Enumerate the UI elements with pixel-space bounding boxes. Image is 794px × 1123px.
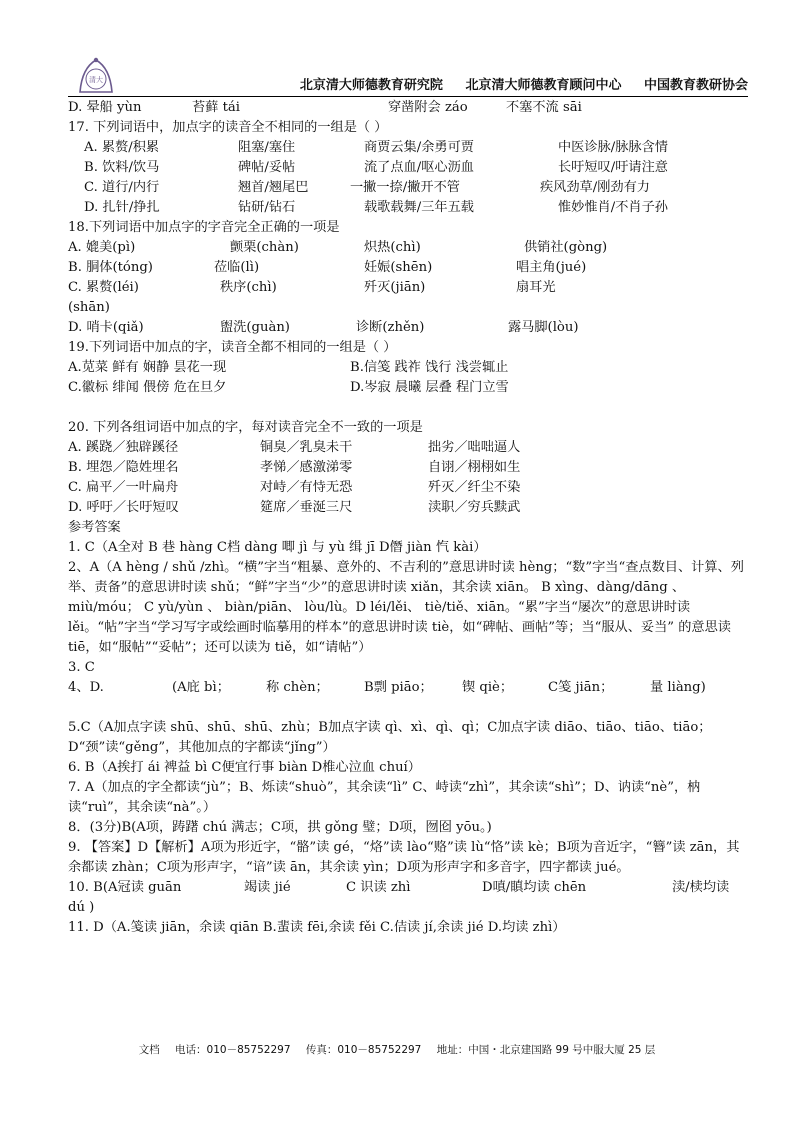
q18-cell: 扇耳光 bbox=[516, 280, 556, 295]
q19-cell: D.岑寂 晨曦 层叠 程门立雪 bbox=[350, 380, 509, 395]
q18-cell: 露马脚(lòu) bbox=[508, 320, 579, 335]
q18-cell: 唱主角(jué) bbox=[516, 260, 587, 275]
q20-cell: A. 蹊跷／独辟蹊径 bbox=[68, 440, 179, 455]
q20-stem: 20. 下列各组词语中加点的字，每对读音完全不一致的一项是 bbox=[68, 420, 423, 435]
footer-label: 文档 bbox=[138, 1044, 160, 1056]
q17-cell: 阻塞/塞住 bbox=[238, 140, 296, 155]
q19-row bbox=[68, 358, 748, 378]
q20-cell: 自诩／栩栩如生 bbox=[428, 460, 521, 475]
a4-cell: B剽 piāo； bbox=[364, 680, 433, 695]
q17-cell: D. 扎针/挣扎 bbox=[84, 200, 160, 215]
q18-cell: 诊断(zhěn) bbox=[356, 320, 425, 335]
q19-cell: C.徽标 绯闻 偎傍 危在旦夕 bbox=[68, 380, 227, 395]
header-orgs bbox=[188, 74, 748, 93]
org-3: 中国教育教研协会 bbox=[643, 78, 748, 93]
q17-row bbox=[68, 198, 748, 218]
q19-cell: B.信笺 践祚 饯行 浅尝辄止 bbox=[350, 360, 509, 375]
a10-cell: 10. B(A冠读 guān bbox=[68, 880, 182, 895]
answer-10-wrap: dú ) bbox=[68, 900, 95, 915]
q17-cell: 流了点血/呕心沥血 bbox=[364, 160, 474, 175]
q18-cell: 妊娠(shēn) bbox=[364, 260, 433, 275]
q16d-c4: 不塞不流 sāi bbox=[506, 100, 582, 115]
q19-stem: 19.下列词语中加点的字，读音全都不相同的一组是（ ） bbox=[68, 340, 397, 355]
q20-cell: 筵席／垂涎三尺 bbox=[260, 500, 353, 515]
q17-cell: B. 饮料/饮马 bbox=[84, 160, 160, 175]
q17-row bbox=[68, 178, 748, 198]
q20-row bbox=[68, 458, 748, 478]
q18-cell: B. 胴体(tóng) bbox=[68, 260, 153, 275]
q20-cell: 铜臭／乳臭未干 bbox=[260, 440, 353, 455]
q17-cell: 长吁短叹/吁请注意 bbox=[558, 160, 668, 175]
q17-cell: 商贾云集/余勇可贾 bbox=[364, 140, 474, 155]
q20-cell: B. 埋怨／隐姓埋名 bbox=[68, 460, 179, 475]
q17-cell: 碑帖/妥帖 bbox=[238, 160, 296, 175]
q17-cell: 中医诊脉/脉脉含情 bbox=[558, 140, 668, 155]
answers-title: 参考答案 bbox=[68, 520, 121, 535]
a4-cell: (A庇 bì； bbox=[172, 680, 230, 695]
answer-9: 9. 【答案】D【解析】A项为形近字，“骼”读 gé，“烙”读 lào“赂”读 lù“恪”读 kè；B项为音近字，“簪”读 zān，其余都读 zhàn；C项为形声字，“谙”读 ān，其余读 yìn；D项为形声字和多音字，四字都读 jué。 bbox=[68, 840, 740, 875]
q17-cell: 一撇一捺/撇开不管 bbox=[350, 180, 460, 195]
q16d-c3: 穿凿附会 záo bbox=[388, 100, 468, 115]
a10-cell: 渎/椟均读 bbox=[672, 880, 730, 895]
q18-cell: C. 累赘(léi) bbox=[68, 280, 139, 295]
q17-cell: 载歌载舞/三年五载 bbox=[364, 200, 474, 215]
org-1: 北京清大师德教育研究院 bbox=[299, 78, 443, 93]
answer-10 bbox=[68, 878, 748, 898]
q18-cell: 莅临(lì) bbox=[214, 260, 260, 275]
q20-row bbox=[68, 478, 748, 498]
q17-cell: 惟妙惟肖/不肖子孙 bbox=[558, 200, 668, 215]
document-body bbox=[68, 98, 748, 938]
logo-text: 清大 bbox=[89, 76, 103, 84]
a4-cell: 4、D. bbox=[68, 680, 104, 695]
q17-cell: A. 累赘/积累 bbox=[84, 140, 160, 155]
q18-row-d bbox=[68, 318, 748, 338]
answer-8: 8．(3分)B(A项，踌躇 chú 满志；C项，拱 gǒng 璧；D项，囫囵 yōu。) bbox=[68, 820, 492, 835]
a10-cell: C 识读 zhì bbox=[346, 880, 411, 895]
footer-fax: 传真：010－85752297 bbox=[305, 1044, 422, 1056]
q16-option-d bbox=[68, 98, 748, 118]
a4-cell: 量 liàng) bbox=[650, 680, 706, 695]
q18-cell: 颤栗(chàn) bbox=[230, 240, 299, 255]
q18-cell: 盥洗(guàn) bbox=[220, 320, 290, 335]
a10-cell: D嗔/瞋均读 chēn bbox=[482, 880, 587, 895]
q18-wrap: (shān) bbox=[68, 300, 110, 315]
q17-cell: C. 道行/内行 bbox=[84, 180, 160, 195]
a10-cell: 竭读 jié bbox=[244, 880, 291, 895]
q20-row bbox=[68, 438, 748, 458]
q16d-c1: D. 晕船 yùn bbox=[68, 100, 142, 115]
q19-cell: A.苋菜 鲜有 娴静 昙花一现 bbox=[68, 360, 227, 375]
a4-cell: C笺 jiān； bbox=[548, 680, 614, 695]
org-2: 北京清大师德教育顾问中心 bbox=[465, 78, 622, 93]
spacer bbox=[68, 698, 748, 718]
q18-cell: 歼灭(jiān) bbox=[364, 280, 426, 295]
q18-row bbox=[68, 258, 748, 278]
q18-cell: 炽热(chì) bbox=[364, 240, 421, 255]
answer-4 bbox=[68, 678, 748, 698]
q20-cell: 对峙／有恃无恐 bbox=[260, 480, 353, 495]
answer-2: 2、A（A hèng / shǔ /zhì。“横”字当“粗暴、意外的、不吉利的”意思讲时读 hèng；“数”字当“查点数目、计算、列举、责备”的意思讲时读 shǔ；“鲜”字当“少”的意思讲时读 xiǎn，其余读 xiān。 B xìng、dàng/dāng 、miù/móu； C yù/yùn 、 biàn/piān、 lòu/lù。D léi/lěi、 tiè/tiě、xiān。“累”字当“屡次”的意思讲时读 lěi。“帖”字当“学习写字或绘画时临摹用的样本”的意思讲时读 tiè，如“碑帖、画帖”等；当“服从、妥当” 的意思读 tiē，如“服帖”“妥帖”；还可以读为 tiě，如“请帖”） bbox=[68, 560, 744, 655]
q18-cell: 供销社(gòng) bbox=[524, 240, 608, 255]
q17-row bbox=[68, 158, 748, 178]
answer-11: 11. D（A.笺读 jiān，余读 qiān B.蜚读 fēi,余读 fěi C.佶读 jí,余读 jié D.均读 zhì） bbox=[68, 920, 566, 935]
answer-5: 5.C（A加点字读 shū、shū、shū、zhù；B加点字读 qì、xì、qì、qì；C加点字读 diāo、tiāo、tiāo、tiāo；D“颈”读“gěng”，其他加点的字都读“jǐng”） bbox=[68, 720, 712, 755]
answer-6: 6. B（A挨打 ái 裨益 bì C便宜行事 biàn D椎心泣血 chuí） bbox=[68, 760, 421, 775]
footer-phone: 电话：010－85752297 bbox=[175, 1044, 291, 1056]
q19-row bbox=[68, 378, 748, 398]
q16d-c2: 苔藓 tái bbox=[192, 100, 240, 115]
answer-1: 1. C（A全对 B 巷 hàng C档 dàng 唧 jì 与 yù 缉 jī D僭 jiàn 忾 kài） bbox=[68, 540, 487, 555]
q17-cell: 翘首/翘尾巴 bbox=[238, 180, 309, 195]
a4-cell: 锲 qiè； bbox=[462, 680, 514, 695]
footer-address: 地址：中国・北京建国路 99 号中服大厦 25 层 bbox=[436, 1044, 656, 1056]
q20-cell: D. 呼吁／长吁短叹 bbox=[68, 500, 179, 515]
q20-cell: 渎职／穷兵黩武 bbox=[428, 500, 521, 515]
page-header bbox=[68, 62, 748, 96]
a4-cell: 称 chèn； bbox=[266, 680, 329, 695]
q20-cell: C. 扁平／一叶扁舟 bbox=[68, 480, 179, 495]
q17-cell: 疾风劲草/刚劲有力 bbox=[540, 180, 650, 195]
q18-stem: 18.下列词语中加点字的字音完全正确的一项是 bbox=[68, 220, 340, 235]
q18-cell: D. 哨卡(qiǎ) bbox=[68, 320, 144, 335]
spacer bbox=[68, 398, 748, 418]
answer-7: 7. A（加点的字全都读“jù”；B、烁读“shuò”，其余读“lì” C、峙读“zhì”，其余读“shì”；D、讷读“nè”，枘读“ruì”，其余读“nà”。） bbox=[68, 780, 701, 815]
q18-cell: 秩序(chì) bbox=[220, 280, 277, 295]
answer-3: 3. C bbox=[68, 660, 95, 675]
q17-cell: 钻研/钻石 bbox=[238, 200, 296, 215]
q20-cell: 拙劣／咄咄逼人 bbox=[428, 440, 521, 455]
q17-stem: 17. 下列词语中，加点字的读音全不相同的一组是（ ） bbox=[68, 120, 388, 135]
q20-row bbox=[68, 498, 748, 518]
page-footer bbox=[0, 1042, 794, 1057]
q20-cell: 歼灭／纤尘不染 bbox=[428, 480, 521, 495]
q20-cell: 孝悌／感激涕零 bbox=[260, 460, 353, 475]
q17-row bbox=[68, 138, 748, 158]
q18-cell: A. 媲美(pì) bbox=[68, 240, 136, 255]
q18-row bbox=[68, 238, 748, 258]
header-rule bbox=[68, 96, 748, 97]
q18-row bbox=[68, 278, 748, 298]
